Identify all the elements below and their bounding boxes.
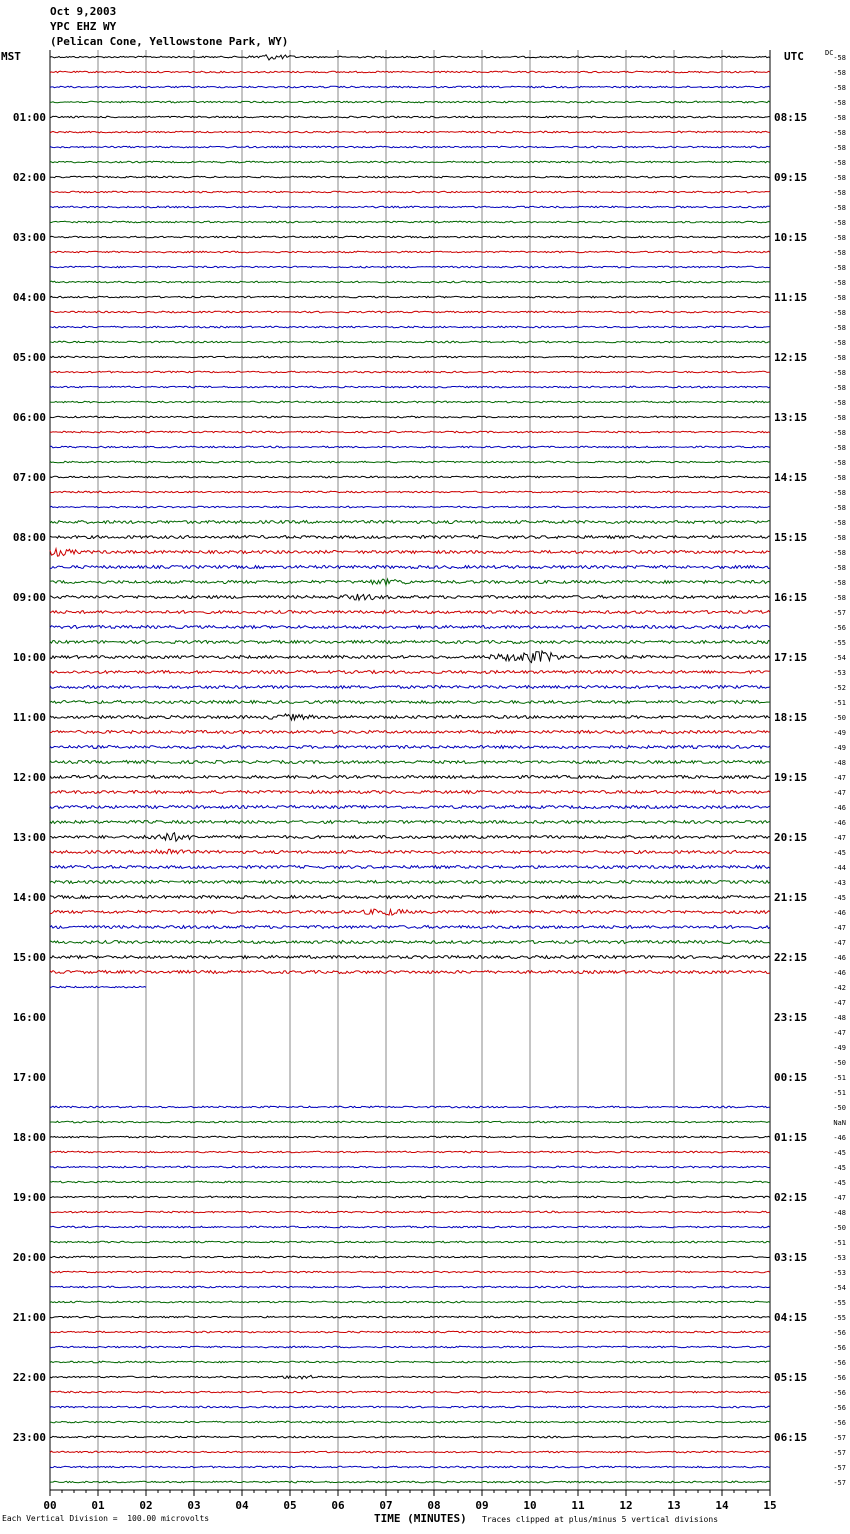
dc-offset-value: -58 [833,384,846,392]
dc-offset-value: -57 [833,1479,846,1487]
x-tick-label: 00 [43,1499,57,1512]
seismic-trace [50,326,770,328]
dc-offset-value: -58 [833,444,846,452]
dc-offset-value: -58 [833,369,846,377]
dc-offset-value: -47 [833,1029,846,1037]
right-time-label: 16:15 [774,591,808,604]
right-time-label: 18:15 [774,711,808,724]
dc-offset-value: -58 [833,114,846,122]
dc-offset-value: -54 [833,654,846,662]
clip-note: Traces clipped at plus/minus 5 vertical divisions [482,1515,719,1524]
dc-offset-value: -49 [833,1044,846,1052]
right-time-label: 01:15 [774,1131,808,1144]
right-time-label: 04:15 [774,1311,808,1324]
dc-offset-value: -58 [833,219,846,227]
seismic-trace [50,236,770,238]
seismic-trace [50,579,770,585]
right-time-label: 08:15 [774,111,808,124]
dc-offset-value: -56 [833,1419,846,1427]
right-time-label: 00:15 [774,1071,808,1084]
right-time-label: 15:15 [774,531,808,544]
seismic-trace [50,1361,770,1363]
seismic-trace [50,701,770,704]
left-time-label: 07:00 [12,471,46,484]
left-time-label: 18:00 [12,1131,46,1144]
dc-offset-value: -51 [833,1239,846,1247]
seismic-trace [50,1226,770,1228]
left-time-label: 23:00 [12,1431,46,1444]
left-time-label: 03:00 [12,231,46,244]
dc-offset-value: -53 [833,1254,846,1262]
seismic-trace [50,549,770,556]
dc-offset-value: -56 [833,1374,846,1382]
seismic-trace [50,371,770,373]
seismic-trace [50,116,770,118]
dc-offset-value: -47 [833,789,846,797]
seismic-trace [50,714,770,720]
dc-offset-value: -53 [833,669,846,677]
seismic-trace [50,296,770,298]
seismic-trace [50,386,770,388]
seismic-trace [50,651,770,663]
seismic-trace [50,926,770,929]
dc-offset-value: -46 [833,954,846,962]
dc-offset-value: -58 [833,204,846,212]
dc-offset-value: -58 [833,519,846,527]
x-tick-label: 04 [235,1499,249,1512]
dc-offset-value: -57 [833,1449,846,1457]
right-time-label: 09:15 [774,171,808,184]
x-tick-label: 03 [187,1499,201,1512]
seismic-trace [50,671,770,674]
dc-offset-value: -58 [833,264,846,272]
left-time-label: 10:00 [12,651,46,664]
right-time-label: 02:15 [774,1191,808,1204]
dc-offset-value: -48 [833,1209,846,1217]
x-tick-label: 06 [331,1499,345,1512]
dc-offset-value: -57 [833,609,846,617]
dc-offset-value: -47 [833,1194,846,1202]
seismic-trace [50,206,770,208]
right-time-label: 10:15 [774,231,808,244]
left-time-label: 16:00 [12,1011,46,1024]
seismic-trace [50,86,770,88]
seismic-trace [50,1466,770,1468]
dc-offset-value: -46 [833,969,846,977]
seismic-trace [50,161,770,163]
seismic-trace [50,71,770,73]
dc-offset-value: -58 [833,429,846,437]
dc-offset-value: -58 [833,189,846,197]
left-time-label: 19:00 [12,1191,46,1204]
seismic-trace [50,1151,770,1153]
seismic-trace [50,956,770,959]
dc-offset-value: -58 [833,324,846,332]
x-tick-label: 02 [139,1499,153,1512]
right-time-label: 17:15 [774,651,808,664]
seismic-trace [50,1286,770,1288]
dc-offset-value: -56 [833,1329,846,1337]
station-code: YPC EHZ WY [50,20,117,33]
dc-offset-value: -58 [833,399,846,407]
dc-offset-value: -47 [833,924,846,932]
seismic-trace [50,1121,770,1123]
seismic-trace [50,909,770,915]
seismic-trace [50,686,770,689]
x-tick-label: 05 [283,1499,297,1512]
seismic-trace [50,281,770,283]
dc-offset-value: -58 [833,414,846,422]
dc-offset-value: -46 [833,804,846,812]
dc-offset-value: -58 [833,54,846,62]
dc-offset-value: -49 [833,729,846,737]
seismic-trace [50,1316,770,1318]
seismic-trace [50,1166,770,1168]
seismic-trace [50,1375,770,1379]
seismic-trace [50,506,770,508]
seismic-trace [50,221,770,223]
dc-offset-value: -58 [833,129,846,137]
right-time-label: 13:15 [774,411,808,424]
seismic-trace [50,266,770,268]
dc-offset-value: -58 [833,309,846,317]
x-tick-label: 11 [571,1499,585,1512]
seismic-trace [50,731,770,734]
seismic-trace [50,611,770,614]
seismic-trace [50,941,770,944]
dc-offset-value: -45 [833,894,846,902]
dc-offset-value: -45 [833,1149,846,1157]
seismic-trace [50,416,770,418]
seismic-trace [50,833,770,842]
seismic-trace [50,1271,770,1273]
dc-offset-value: -58 [833,174,846,182]
right-time-label: 22:15 [774,951,808,964]
dc-offset-value: -47 [833,999,846,1007]
seismic-trace [50,849,770,854]
seismic-trace [50,176,770,178]
seismic-trace [50,1211,770,1213]
seismic-trace [50,971,770,974]
dc-offset-value: -58 [833,594,846,602]
seismic-trace [50,746,770,749]
dc-offset-value: -58 [833,339,846,347]
left-time-label: 21:00 [12,1311,46,1324]
dc-offset-value: -50 [833,1104,846,1112]
right-timezone-label: UTC [784,50,804,63]
seismic-trace [50,191,770,193]
seismic-trace [50,1106,770,1108]
dc-offset-value: -58 [833,69,846,77]
dc-offset-value: -56 [833,1389,846,1397]
right-time-label: 23:15 [774,1011,808,1024]
seismic-trace [50,461,770,463]
dc-offset-value: -58 [833,99,846,107]
dc-offset-value: -46 [833,909,846,917]
dc-offset-value: -58 [833,549,846,557]
dc-offset-value: -47 [833,939,846,947]
left-time-label: 04:00 [12,291,46,304]
dc-offset-value: -58 [833,84,846,92]
station-location: (Pelican Cone, Yellowstone Park, WY) [50,35,289,48]
seismic-trace [50,594,770,600]
dc-offset-value: -47 [833,774,846,782]
left-time-label: 05:00 [12,351,46,364]
left-time-label: 20:00 [12,1251,46,1264]
plot-date: Oct 9,2003 [50,5,117,18]
x-tick-label: 15 [763,1499,777,1512]
left-time-label: 02:00 [12,171,46,184]
x-tick-label: 01 [91,1499,105,1512]
dc-offset-value: -50 [833,714,846,722]
dc-offset-value: -45 [833,1179,846,1187]
seismic-trace [50,776,770,779]
right-time-label: 12:15 [774,351,808,364]
seismic-trace [50,401,770,403]
seismic-trace [50,311,770,313]
left-time-label: 13:00 [12,831,46,844]
dc-offset-value: -56 [833,624,846,632]
seismic-trace [50,476,770,478]
right-time-label: 14:15 [774,471,808,484]
dc-offset-value: -58 [833,159,846,167]
x-tick-label: 09 [475,1499,489,1512]
right-time-label: 05:15 [774,1371,808,1384]
seismic-trace [50,521,770,524]
left-time-label: 15:00 [12,951,46,964]
seismic-trace [50,146,770,148]
x-tick-label: 07 [379,1499,393,1512]
dc-offset-value: -53 [833,1269,846,1277]
right-time-label: 06:15 [774,1431,808,1444]
dc-offset-value: -58 [833,564,846,572]
seismic-trace [50,791,770,794]
seismic-trace [50,896,770,899]
left-time-label: 09:00 [12,591,46,604]
left-timezone-label: MST [1,50,21,63]
dc-offset-value: NaN [833,1119,846,1127]
dc-offset-value: -55 [833,639,846,647]
dc-offset-value: -49 [833,744,846,752]
seismic-trace [50,101,770,103]
dc-offset-value: -46 [833,819,846,827]
seismic-trace [50,1451,770,1453]
seismic-trace [50,806,770,809]
seismic-trace [50,1436,770,1438]
seismic-trace [50,626,770,629]
dc-offset-value: -58 [833,534,846,542]
seismic-trace [50,761,770,764]
dc-offset-value: -55 [833,1314,846,1322]
right-time-label: 03:15 [774,1251,808,1264]
dc-offset-value: -48 [833,759,846,767]
seismic-trace [50,1331,770,1333]
left-time-label: 12:00 [12,771,46,784]
dc-offset-value: -58 [833,279,846,287]
seismic-trace [50,1256,770,1258]
dc-offset-value: -58 [833,144,846,152]
dc-offset-value: -43 [833,879,846,887]
seismic-trace [50,821,770,824]
dc-offset-value: -48 [833,1014,846,1022]
x-axis-title: TIME (MINUTES) [374,1512,467,1525]
dc-label: DC [825,49,834,57]
x-tick-label: 13 [667,1499,681,1512]
x-tick-label: 14 [715,1499,729,1512]
dc-offset-value: -54 [833,1284,846,1292]
dc-offset-value: -57 [833,1464,846,1472]
x-tick-label: 08 [427,1499,441,1512]
seismic-trace [50,566,770,569]
left-time-label: 06:00 [12,411,46,424]
left-time-label: 17:00 [12,1071,46,1084]
dc-offset-value: -50 [833,1224,846,1232]
seismic-trace [50,1301,770,1303]
seismic-trace [50,536,770,539]
seismic-trace [50,431,770,433]
right-time-label: 11:15 [774,291,808,304]
seismic-trace [50,251,770,253]
dc-offset-value: -58 [833,354,846,362]
seismic-trace [50,1481,770,1483]
seismic-trace [50,1421,770,1423]
seismic-trace [50,1406,770,1408]
dc-offset-value: -51 [833,1074,846,1082]
left-time-label: 08:00 [12,531,46,544]
seismic-trace [50,1136,770,1138]
dc-offset-value: -58 [833,489,846,497]
seismic-trace [50,446,770,448]
dc-offset-value: -58 [833,579,846,587]
seismic-trace [50,131,770,133]
dc-offset-value: -58 [833,234,846,242]
dc-offset-value: -44 [833,864,846,872]
dc-offset-value: -51 [833,1089,846,1097]
dc-offset-value: -45 [833,849,846,857]
right-time-label: 19:15 [774,771,808,784]
dc-offset-value: -58 [833,504,846,512]
dc-offset-value: -56 [833,1359,846,1367]
right-time-label: 20:15 [774,831,808,844]
seismic-trace [50,356,770,358]
dc-offset-value: -55 [833,1299,846,1307]
seismic-trace [50,491,770,493]
dc-offset-value: -50 [833,1059,846,1067]
dc-offset-value: -58 [833,294,846,302]
dc-offset-value: -58 [833,249,846,257]
seismic-trace [50,55,770,60]
dc-offset-value: -56 [833,1344,846,1352]
seismic-trace [50,641,770,644]
dc-offset-value: -57 [833,1434,846,1442]
x-tick-label: 12 [619,1499,633,1512]
x-tick-label: 10 [523,1499,537,1512]
seismic-trace [50,1196,770,1198]
seismic-trace [50,1241,770,1243]
dc-offset-value: -47 [833,834,846,842]
dc-offset-value: -52 [833,684,846,692]
scale-note: Each Vertical Division = 100.00 microvolts [2,1514,210,1523]
left-time-label: 22:00 [12,1371,46,1384]
left-time-label: 01:00 [12,111,46,124]
dc-offset-value: -46 [833,1134,846,1142]
seismic-trace [50,1391,770,1393]
seismic-trace [50,341,770,343]
dc-offset-value: -45 [833,1164,846,1172]
dc-offset-value: -58 [833,459,846,467]
dc-offset-value: -51 [833,699,846,707]
dc-offset-value: -56 [833,1404,846,1412]
left-time-label: 11:00 [12,711,46,724]
seismic-trace [50,1346,770,1348]
seismic-trace [50,1181,770,1183]
seismic-trace [50,866,770,869]
right-time-label: 21:15 [774,891,808,904]
seismic-trace [50,881,770,884]
left-time-label: 14:00 [12,891,46,904]
dc-offset-value: -58 [833,474,846,482]
dc-offset-value: -42 [833,984,846,992]
